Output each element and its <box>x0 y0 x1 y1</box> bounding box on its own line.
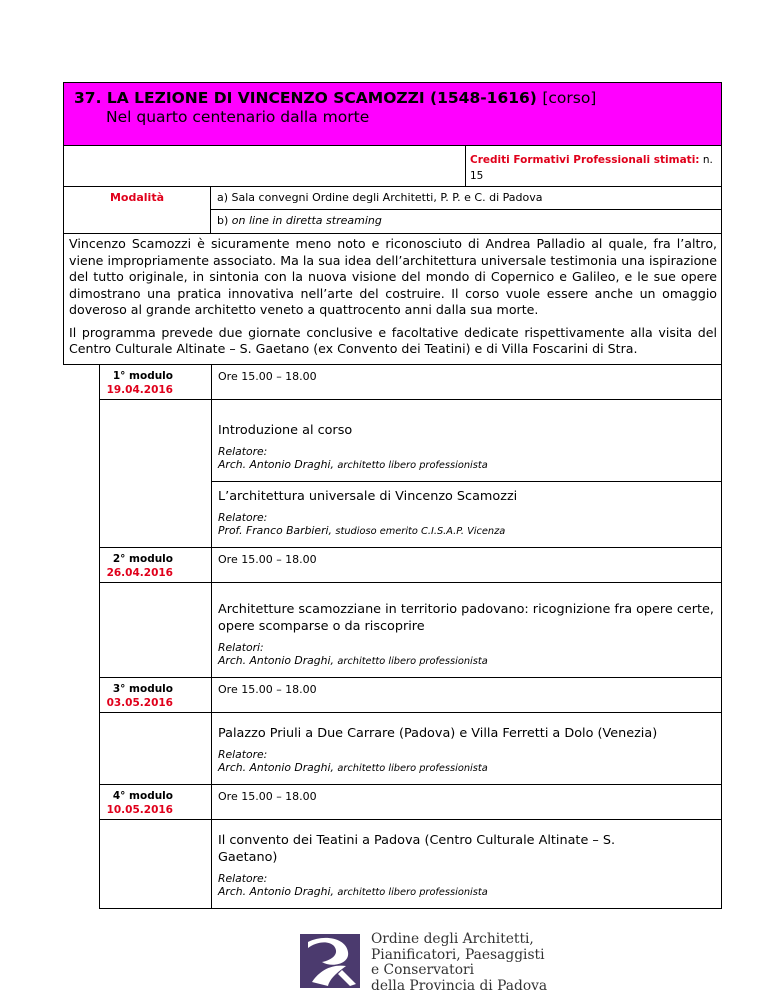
module-date: 10.05.2016 <box>106 803 173 816</box>
session-speaker <box>218 445 715 473</box>
course-title-text: 37. LA LEZIONE DI VINCENZO SCAMOZZI (1548-1616) <box>74 89 537 107</box>
logo-line: Ordine degli Architetti, <box>371 931 534 947</box>
speaker-affiliation: architetto libero professionista <box>337 763 488 774</box>
speaker-affiliation: architetto libero professionista <box>337 656 488 667</box>
modules-table <box>99 365 722 909</box>
description-paragraph: Il programma prevede due giornate conclusive e facoltative dedicate rispettivamente alla visita del Centro Culturale Altinate – S. Gaetano (ex Convento dei Teatini) e di Villa Foscarini di Stra. <box>69 324 718 356</box>
session-title: L’architettura universale di Vincenzo Scamozzi <box>218 488 518 504</box>
module-date: 26.04.2016 <box>106 566 173 579</box>
module-name: 4° modulo <box>112 789 173 802</box>
speaker-label: Relatori: <box>218 640 264 654</box>
speaker-label: Relatore: <box>218 747 268 761</box>
course-description <box>64 234 722 365</box>
module-time: Ore 15.00 – 18.00 <box>212 547 722 582</box>
modalita-label: Modalità <box>64 187 211 234</box>
course-header <box>64 83 722 146</box>
session-speaker <box>218 872 715 900</box>
session-speaker <box>218 748 715 776</box>
order-emblem-icon <box>298 930 364 992</box>
empty-cell <box>100 582 212 677</box>
empty-cell <box>100 819 212 908</box>
module-name: 3° modulo <box>112 682 173 695</box>
module-label <box>100 547 212 582</box>
session <box>212 582 722 677</box>
module-label <box>100 784 212 819</box>
description-paragraph: Vincenzo Scamozzi è sicuramente meno noto e riconosciuto di Andrea Palladio al quale, fra l’altro, viene impropriamente associato. Ma la sua idea dell’architettura universale testimonia una ispirazione del tutto originale, in sintonia con la nuova visione del mondo di Copernico e Galileo, e le sue opere dimostrano una pratica innovativa nell’arte del costruire. Il corso vuole essere anche un omaggio doveroso al grande architetto veneto a quattrocento anni dalla sua morte. <box>69 236 718 317</box>
module-date: 19.04.2016 <box>106 383 173 396</box>
credits-value: n. 15 <box>470 154 713 182</box>
module-time: Ore 15.00 – 18.00 <box>212 784 722 819</box>
empty-cell <box>100 399 212 547</box>
module-time: Ore 15.00 – 18.00 <box>212 365 722 400</box>
modalita-option-a: a) Sala convegni Ordine degli Architetti, P. P. e C. di Padova <box>211 187 722 210</box>
module-label <box>100 677 212 712</box>
module-label <box>100 365 212 400</box>
logo-line: Pianificatori, Paesaggisti <box>371 946 545 963</box>
speaker-label: Relatore: <box>218 510 268 524</box>
empty-cell <box>100 712 212 784</box>
logo-line: della Provincia di Padova <box>371 977 548 994</box>
session-title: Palazzo Priuli a Due Carrare (Padova) e Villa Ferretti a Dolo (Venezia) <box>218 725 658 741</box>
course-sheet <box>63 82 721 909</box>
session-title: Il convento dei Teatini a Padova (Centro Culturale Altinate – S. Gaetano) <box>218 832 616 865</box>
module-time: Ore 15.00 – 18.00 <box>212 677 722 712</box>
credits-label: Crediti Formativi Professionali stimati: <box>470 154 700 166</box>
module-name: 2° modulo <box>112 552 173 565</box>
speaker-name: Arch. Antonio Draghi, <box>218 885 334 898</box>
speaker-affiliation: architetto libero professionista <box>337 887 488 898</box>
course-table <box>63 82 722 365</box>
speaker-name: Arch. Antonio Draghi, <box>218 458 334 471</box>
session <box>212 819 722 908</box>
speaker-label: Relatore: <box>218 444 268 458</box>
order-logo <box>298 930 598 994</box>
course-tag: [corso] <box>542 89 597 107</box>
session-speaker <box>218 511 715 539</box>
modalita-option-b <box>211 210 722 234</box>
session-title: Architetture scamozziane in territorio padovano: ricognizione fra opere certe, opere scomparse o da riscoprire <box>218 601 714 634</box>
session <box>212 399 722 481</box>
speaker-name: Arch. Antonio Draghi, <box>218 654 334 667</box>
option-b-prefix: b) <box>217 214 232 227</box>
session-speaker <box>218 641 715 669</box>
logo-line: e Conservatori <box>371 962 475 978</box>
empty-cell <box>64 146 466 187</box>
credits-cell <box>466 146 722 187</box>
module-name: 1° modulo <box>112 369 173 382</box>
logo-text <box>371 932 547 994</box>
speaker-affiliation: architetto libero professionista <box>337 460 488 471</box>
module-date: 03.05.2016 <box>106 696 173 709</box>
option-b-text: on line in diretta streaming <box>231 214 382 227</box>
course-title <box>74 89 713 108</box>
speaker-name: Prof. Franco Barbieri, <box>218 524 332 537</box>
session <box>212 712 722 784</box>
speaker-affiliation: studioso emerito C.I.S.A.P. Vicenza <box>335 526 506 537</box>
course-subtitle: Nel quarto centenario dalla morte <box>106 108 370 126</box>
session <box>212 481 722 547</box>
session-title: Introduzione al corso <box>218 422 353 438</box>
speaker-name: Arch. Antonio Draghi, <box>218 761 334 774</box>
speaker-label: Relatore: <box>218 871 268 885</box>
